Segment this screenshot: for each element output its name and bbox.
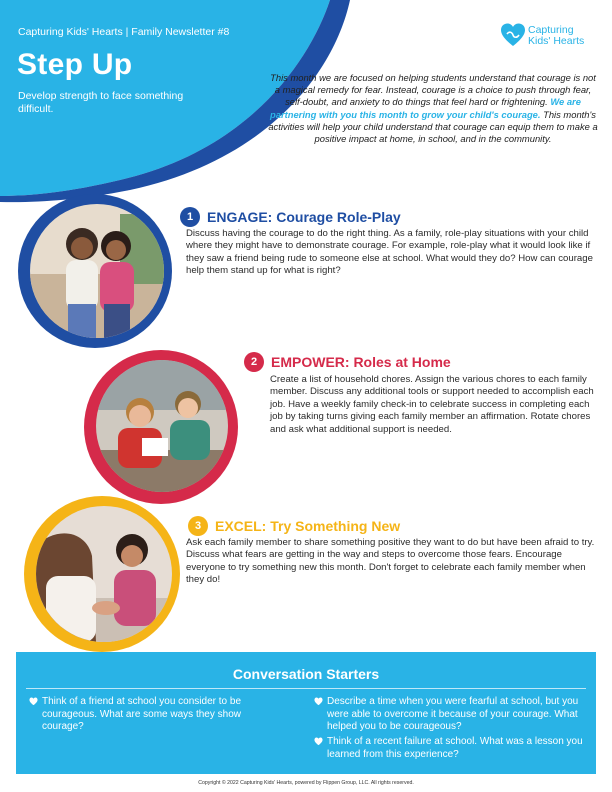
intro-highlight: We are partnering with you this month to grow your child's courage. xyxy=(270,96,581,120)
section-excel-header xyxy=(188,516,400,536)
starter-item-text: Think of a friend at school you consider to be courageous. What are some ways they show courage? xyxy=(42,696,242,732)
divider xyxy=(26,688,586,689)
heart-logo-icon xyxy=(500,22,526,48)
photo-excel xyxy=(36,506,172,642)
section-empower-header xyxy=(244,352,451,372)
conversation-starters-box xyxy=(16,652,596,774)
logo-line-2: Kids' Hearts xyxy=(528,35,585,47)
newsletter-kicker: Capturing Kids' Hearts | Family Newsletter #8 xyxy=(18,26,230,38)
starter-item xyxy=(42,696,282,734)
section-title-empower: EMPOWER: Roles at Home xyxy=(271,354,451,370)
conversation-starters-title: Conversation Starters xyxy=(232,666,380,682)
starter-item xyxy=(327,696,589,734)
photo-engage xyxy=(30,204,164,338)
intro-text-2: This month's activities will help your child understand that courage can equip them to make a positive impact at home, in school, and in the community. xyxy=(268,108,598,145)
page-title: Step Up xyxy=(17,48,133,81)
section-title-excel: EXCEL: Try Something New xyxy=(215,518,401,534)
logo-line-1: Capturing xyxy=(528,24,574,36)
page-subtitle: Develop strength to face something difficult. xyxy=(18,90,184,115)
starter-item-text: Describe a time when you were fearful at school, but you were able to overcome it because of your courage. What helped you to be courageous? xyxy=(327,696,579,732)
intro-paragraph xyxy=(268,72,598,145)
capturing-kids-hearts-logo xyxy=(500,22,600,50)
section-number-2: 2 xyxy=(244,352,264,372)
heart-bullet-icon xyxy=(314,697,323,706)
section-engage-header xyxy=(180,207,401,227)
section-title-engage: ENGAGE: Courage Role-Play xyxy=(207,209,401,225)
heart-bullet-icon xyxy=(29,697,38,706)
photo-empower xyxy=(96,360,228,492)
heart-bullet-icon xyxy=(314,737,323,746)
section-body-engage: Discuss having the courage to do the right thing. As a family, role-play situations with your child where they might have to demonstrate courage. For example, role-play what it would look like if they saw a friend being rude to someone else at school. What would they do? How can courage help them stand up for what is right? xyxy=(186,228,593,277)
copyright-footer: Copyright © 2022 Capturing Kids' Hearts, powered by Flippen Group, LLC. All rights reserved. xyxy=(198,780,414,786)
starter-item-text: Think of a recent failure at school. What was a lesson you learned from this experience? xyxy=(327,736,583,760)
starter-item xyxy=(327,736,589,761)
section-body-empower: Create a list of household chores. Assign the various chores to each family member. Discuss any additional tools or support needed to accomplish each job. Have a weekly family check-in to celebrate success in completing each job by taking turns giving each family member an affirmation. Rotate chores and ask what additional support is needed. xyxy=(270,374,594,435)
section-body-excel: Ask each family member to share something positive they want to do but have been afraid to try. Discuss what fears are getting in the way and steps to overcome those fears. Encourage everyone to try something new this month. Don't forget to celebrate each family member when they do! xyxy=(186,537,595,586)
section-number-1: 1 xyxy=(180,207,200,227)
section-number-3: 3 xyxy=(188,516,208,536)
intro-text-1: This month we are focused on helping students understand that courage is not a magical remedy for fear. Instead, courage is a choice to push through fear, self-doubt, and anxiety to do things that feel hard or frightening. xyxy=(270,72,596,108)
